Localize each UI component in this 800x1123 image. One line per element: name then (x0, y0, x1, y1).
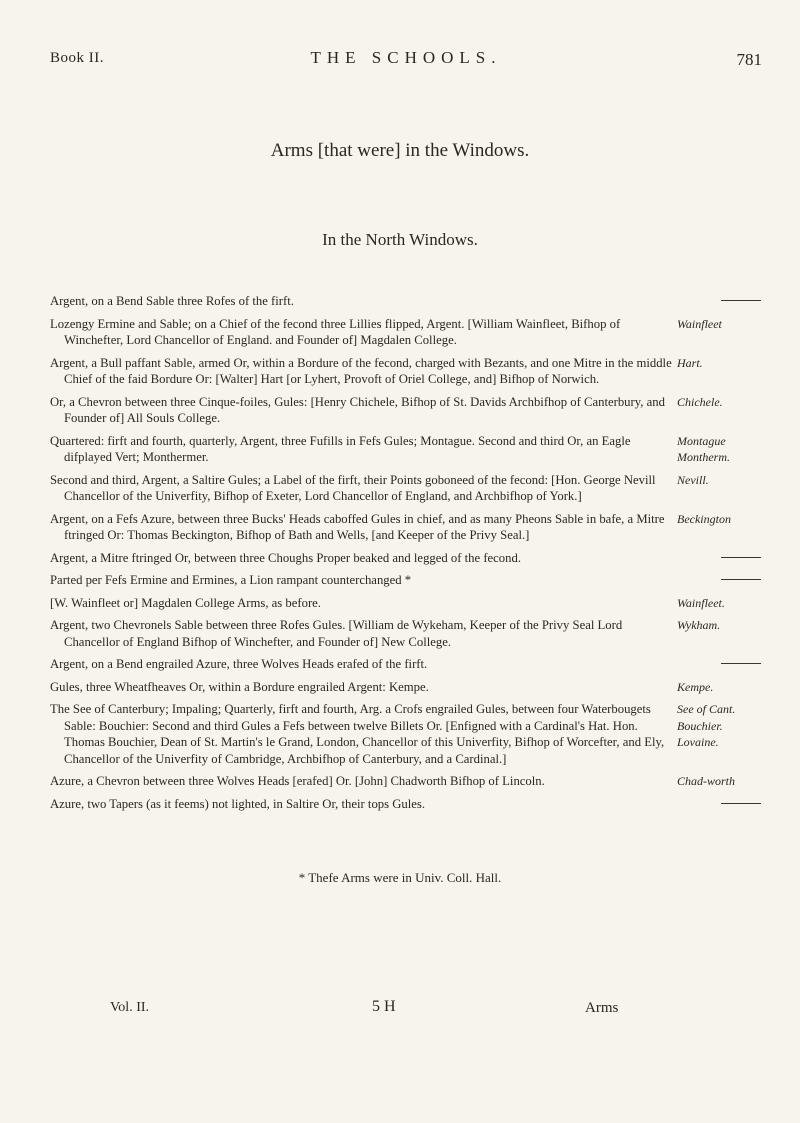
arms-entry (50, 773, 765, 790)
margin-rule (721, 300, 761, 302)
arms-entry (50, 595, 765, 612)
margin-note: Wykham. (677, 618, 721, 632)
entry-text: Argent, on a Bend engrailed Azure, three Wolves Heads erafed of the firft. (50, 657, 428, 671)
margin-note: Chichele. (677, 394, 723, 409)
arms-entry (50, 679, 765, 696)
entry-text: Argent, two Chevronels Sable between three Rofes Gules. [William de Wykeham, Keeper of the Privy Seal Lord Chancellor of England Bifhop of Winchefter, and Founder of] New College. (50, 618, 623, 649)
entry-text: Argent, a Bull paffant Sable, armed Or, within a Bordure of the fecond, charged with Bezants, and one Mitre in the middle Chief of the faid Bordure Or: [Walter] Hart [or Lyhert, Provoft of Oriel College, and] Bifhop of Norwich. (50, 355, 672, 386)
margin-note: Nevill. (677, 472, 709, 487)
footnote: * Thefe Arms were in Univ. Coll. Hall. (298, 870, 502, 885)
margin-note: Hart. (677, 355, 703, 370)
entry-text: Second and third, Argent, a Saltire Gules; a Label of the firft, their Points goboneed of the fecond: [Hon. George Nevill Chancellor of the Univerfity, Bifhop of Exeter, Lord Chancellor of England, and Archbifhop of York.] (50, 472, 656, 503)
arms-entry (50, 656, 765, 673)
margin-note: See of Cant. Bouchier. Lovaine. (677, 702, 736, 749)
volume-label: Vol. II. (110, 1000, 150, 1015)
entry-text: Argent, on a Fefs Azure, between three Bucks' Heads caboffed Gules in chief, and as many Pheons Sable in bafe, a Mitre ftringed Or: Thomas Beckington, Bifhop of Bath and Wells, [and Keeper of the Privy Seal.] (50, 511, 665, 542)
arms-entry (50, 293, 765, 310)
arms-entry (50, 433, 765, 466)
page-number: 781 (736, 50, 762, 69)
entry-text: Or, a Chevron between three Cinque-foiles, Gules: [Henry Chichele, Bifhop of St. Davids Archbifhop of Canterbury, and Founder of] All Souls College. (50, 394, 665, 425)
margin-note: Wainfleet. (677, 595, 725, 610)
entry-text: Argent, a Mitre ftringed Or, between three Choughs Proper beaked and legged of the fecond. (50, 550, 522, 565)
arms-entry (50, 572, 765, 589)
margin-note: Kempe. (677, 679, 714, 694)
margin-rule (721, 803, 761, 805)
arms-entry (50, 796, 765, 813)
margin-rule (721, 579, 761, 581)
arms-list (50, 293, 765, 818)
catchword: Arms (585, 1000, 619, 1016)
entry-text: Azure, a Chevron between three Wolves Heads [erafed] Or. [John] Chadworth Bifhop of Lincoln. (50, 774, 545, 788)
arms-entry (50, 550, 765, 567)
arms-entry (50, 511, 765, 544)
book-label: Book II. (50, 50, 104, 66)
page-title: Arms [that were] in the Windows. (270, 140, 530, 161)
entry-text: Parted per Fefs Ermine and Ermines, a Lion rampant counterchanged * (50, 573, 412, 587)
arms-entry (50, 355, 765, 388)
margin-rule (721, 663, 761, 665)
entry-text: The See of Canterbury; Impaling; Quarterly, firft and fourth, Arg. a Crofs engrailed Gules, between four Waterbougets Sable: Bouchier: Second and third Gules a Fefs between twelve Billets Or. [Enfigned with a Cardinal's Hat. Hon. Thomas Bouchier, Dean of St. Martin's le Grand, London, Chancellor of this Univerfity, Bifhop of Worcefter, and Ely, Chancellor of the Univerfity of Cambridge, Archbifhop of Canterbury, and a Cardinal.] (50, 702, 665, 766)
entry-text: Lozengy Ermine and Sable; on a Chief of the fecond three Lillies flipped, Argent. [William Wainfleet, Bifhop of Winchefter, Lord Chancellor of England. and Founder of] Magdalen College. (50, 316, 621, 347)
margin-note: Montague Montherm. (677, 433, 730, 464)
arms-entry (50, 617, 765, 650)
entry-text: Azure, two Tapers (as it feems) not lighted, in Saltire Or, their tops Gules. (50, 796, 426, 811)
arms-entry (50, 701, 765, 767)
arms-entry (50, 472, 765, 505)
section-title: THE SCHOOLS. (310, 48, 502, 67)
margin-rule (721, 557, 761, 559)
margin-note: Chad-worth (677, 774, 736, 788)
arms-entry (50, 316, 765, 349)
section-subtitle: In the North Windows. (322, 230, 478, 249)
entry-text: Quartered: firft and fourth, quarterly, Argent, three Fufills in Fefs Gules; Montague. Second and third Or, an Eagle difplayed Vert; Monthermer. (50, 433, 631, 464)
margin-note: Wainfleet (677, 316, 722, 331)
arms-entry (50, 394, 765, 427)
signature-mark: 5 H (372, 998, 396, 1015)
running-header (50, 50, 762, 90)
entry-text: Argent, on a Bend Sable three Rofes of the firft. (50, 294, 294, 308)
entry-text: [W. Wainfleet or] Magdalen College Arms, as before. (50, 595, 321, 610)
margin-note: Beckington (677, 511, 731, 526)
entry-text: Gules, three Wheatfheaves Or, within a Bordure engrailed Argent: Kempe. (50, 679, 429, 694)
